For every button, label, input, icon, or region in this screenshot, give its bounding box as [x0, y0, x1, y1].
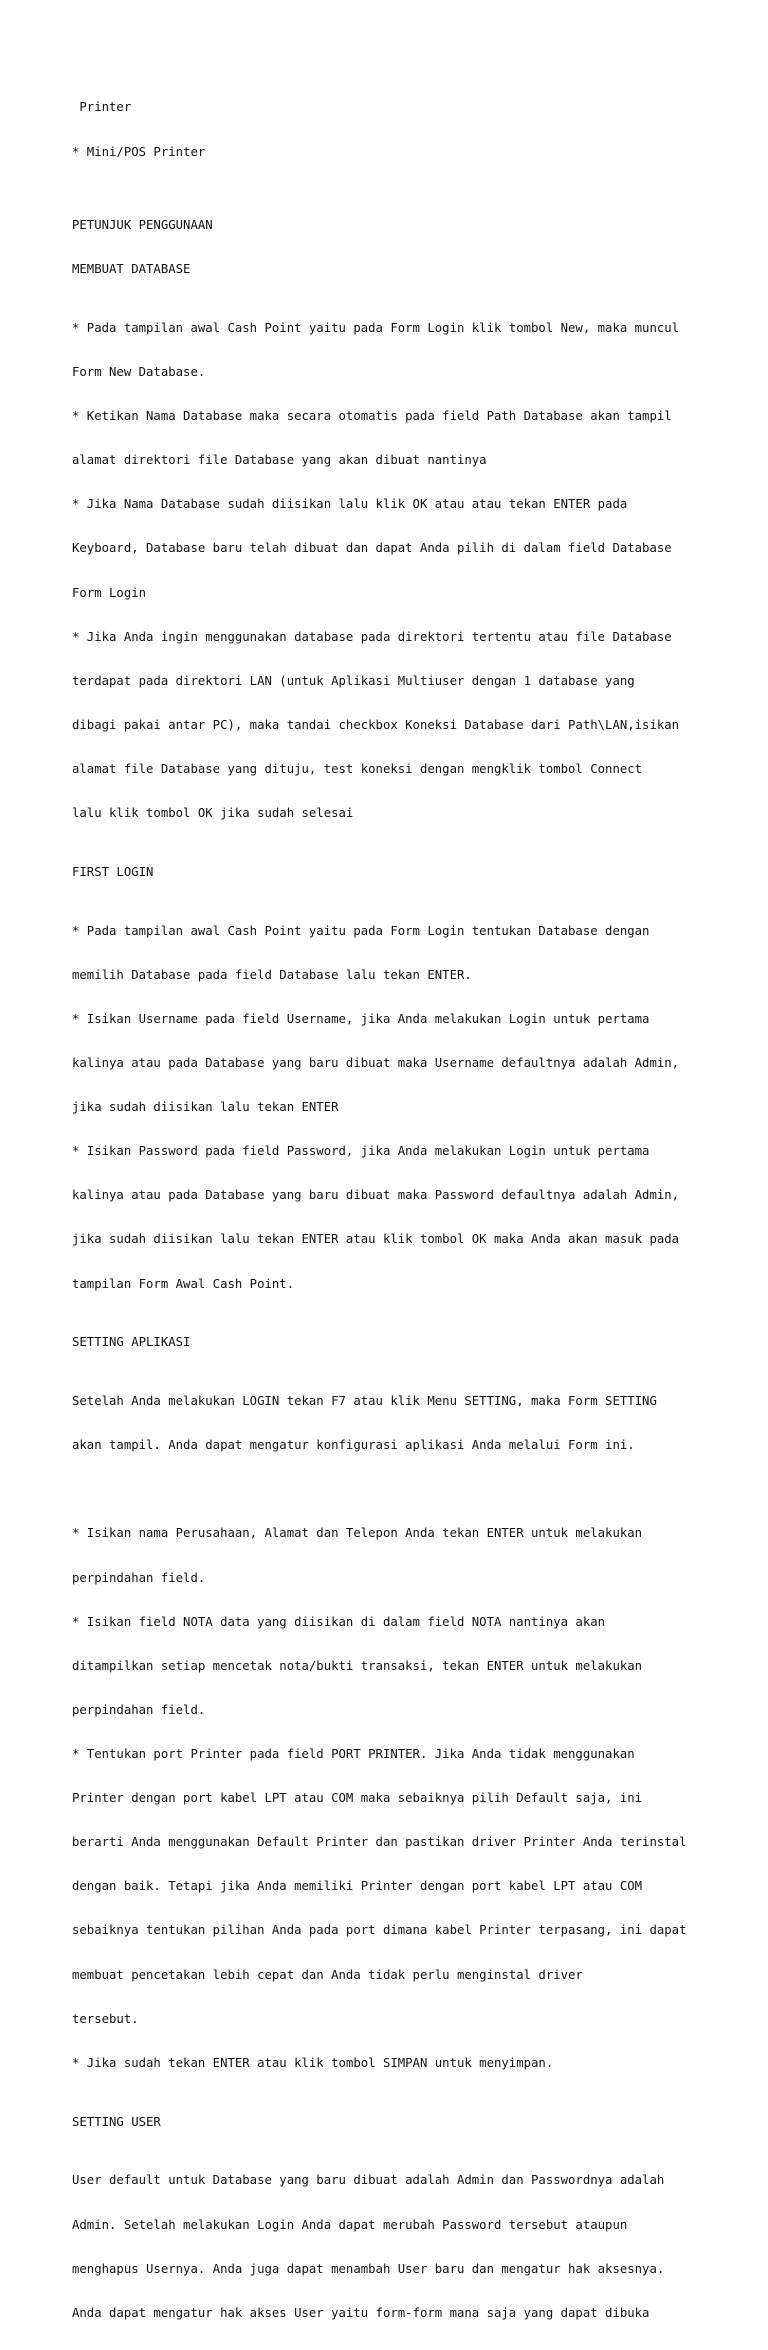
- main-heading: PETUNJUK PENGGUNAAN: [72, 218, 213, 233]
- text-line: Admin. Setelah melakukan Login Anda dapat merubah Password tersebut ataupun: [72, 2217, 628, 2232]
- section-heading-database: MEMBUAT DATABASE: [72, 262, 191, 277]
- text-line: tampilan Form Awal Cash Point.: [72, 1276, 295, 1291]
- section-intro-setting-aplikasi: [72, 1365, 712, 1483]
- text-line: * Jika sudah tekan ENTER atau klik tombol SIMPAN untuk menyimpan.: [72, 2055, 554, 2070]
- text-line: jika sudah diisikan lalu tekan ENTER atau klik tombol OK maka Anda akan masuk pada: [72, 1232, 680, 1247]
- section-body-setting-user: [72, 2144, 712, 2350]
- text-line: jika sudah diisikan lalu tekan ENTER: [72, 1100, 339, 1115]
- text-line: Keyboard, Database baru telah dibuat dan dapat Anda pilih di dalam field Database: [72, 541, 672, 556]
- text-line: menghapus Usernya. Anda juga dapat menambah User baru dan mengatur hak aksesnya.: [72, 2261, 665, 2276]
- text-line: Setelah Anda melakukan LOGIN tekan F7 atau klik Menu SETTING, maka Form SETTING: [72, 1394, 657, 1409]
- text-line: terdapat pada direktori LAN (untuk Aplikasi Multiuser dengan 1 database yang: [72, 673, 635, 688]
- text-line: Form New Database.: [72, 365, 206, 380]
- intro-line: Printer: [72, 100, 132, 115]
- text-line: perpindahan field.: [72, 1570, 206, 1585]
- text-line: User default untuk Database yang baru dibuat adalah Admin dan Passwordnya adalah: [72, 2173, 665, 2188]
- text-line: * Isikan field NOTA data yang diisikan di dalam field NOTA nantinya akan: [72, 1614, 606, 1629]
- text-line: kalinya atau pada Database yang baru dibuat maka Username defaultnya adalah Admin,: [72, 1056, 680, 1071]
- text-line: alamat file Database yang dituju, test koneksi dengan mengklik tombol Connect: [72, 762, 643, 776]
- text-line: alamat direktori file Database yang akan dibuat nantinya: [72, 453, 487, 468]
- text-line: lalu klik tombol OK jika sudah selesai: [72, 806, 354, 821]
- text-line: kalinya atau pada Database yang baru dibuat maka Password defaultnya adalah Admin,: [72, 1188, 680, 1203]
- section-body-setting-aplikasi: [72, 1497, 712, 2100]
- text-line: * Jika Anda ingin menggunakan database pada direktori tertentu atau file Database: [72, 629, 672, 644]
- text-line: dibagi pakai antar PC), maka tandai checkbox Koneksi Database dari Path\LAN,isikan: [72, 717, 680, 732]
- text-line: * Ketikan Nama Database maka secara otomatis pada field Path Database akan tampil: [72, 409, 672, 424]
- text-line: * Pada tampilan awal Cash Point yaitu pada Form Login tentukan Database dengan: [72, 923, 650, 938]
- text-line: * Pada tampilan awal Cash Point yaitu pada Form Login klik tombol New, maka muncul: [72, 320, 680, 335]
- text-line: * Isikan nama Perusahaan, Alamat dan Telepon Anda tekan ENTER untuk melakukan: [72, 1526, 643, 1541]
- document-page: [72, 71, 712, 2350]
- intro-block: [72, 71, 712, 189]
- text-line: tersebut.: [72, 2011, 139, 2026]
- text-line: * Isikan Password pada field Password, jika Anda melakukan Login untuk pertama: [72, 1144, 650, 1159]
- intro-line: * Mini/POS Printer: [72, 144, 206, 159]
- text-line: * Isikan Username pada field Username, jika Anda melakukan Login untuk pertama: [72, 1011, 650, 1026]
- text-line: berarti Anda menggunakan Default Printer dan pastikan driver Printer Anda terinstal: [72, 1835, 687, 1850]
- section-body-first-login: [72, 894, 712, 1320]
- section-body-database: [72, 292, 712, 851]
- text-line: memilih Database pada field Database lalu tekan ENTER.: [72, 967, 472, 982]
- text-line: * Jika Nama Database sudah diisikan lalu klik OK atau atau tekan ENTER pada: [72, 497, 628, 512]
- text-line: perpindahan field.: [72, 1702, 206, 1717]
- section-heading-setting-user: SETTING USER: [72, 2114, 161, 2129]
- section-heading-setting-aplikasi: SETTING APLIKASI: [72, 1335, 191, 1350]
- text-line: ditampilkan setiap mencetak nota/bukti transaksi, tekan ENTER untuk melakukan: [72, 1658, 643, 1673]
- text-line: membuat pencetakan lebih cepat dan Anda tidak perlu menginstal driver: [72, 1967, 583, 1982]
- text-line: Printer dengan port kabel LPT atau COM maka sebaiknya pilih Default saja, ini: [72, 1791, 643, 1806]
- text-line: Form Login: [72, 585, 147, 600]
- text-line: akan tampil. Anda dapat mengatur konfigurasi aplikasi Anda melalui Form ini.: [72, 1438, 635, 1453]
- text-line: sebaiknya tentukan pilihan Anda pada port dimana kabel Printer terpasang, ini dapat: [72, 1923, 687, 1938]
- text-line: dengan baik. Tetapi jika Anda memiliki Printer dengan port kabel LPT atau COM: [72, 1879, 643, 1894]
- text-line: * Tentukan port Printer pada field PORT PRINTER. Jika Anda tidak menggunakan: [72, 1747, 635, 1762]
- text-line: Anda dapat mengatur hak akses User yaitu form-form mana saja yang dapat dibuka: [72, 2305, 650, 2320]
- section-heading-first-login: FIRST LOGIN: [72, 864, 154, 879]
